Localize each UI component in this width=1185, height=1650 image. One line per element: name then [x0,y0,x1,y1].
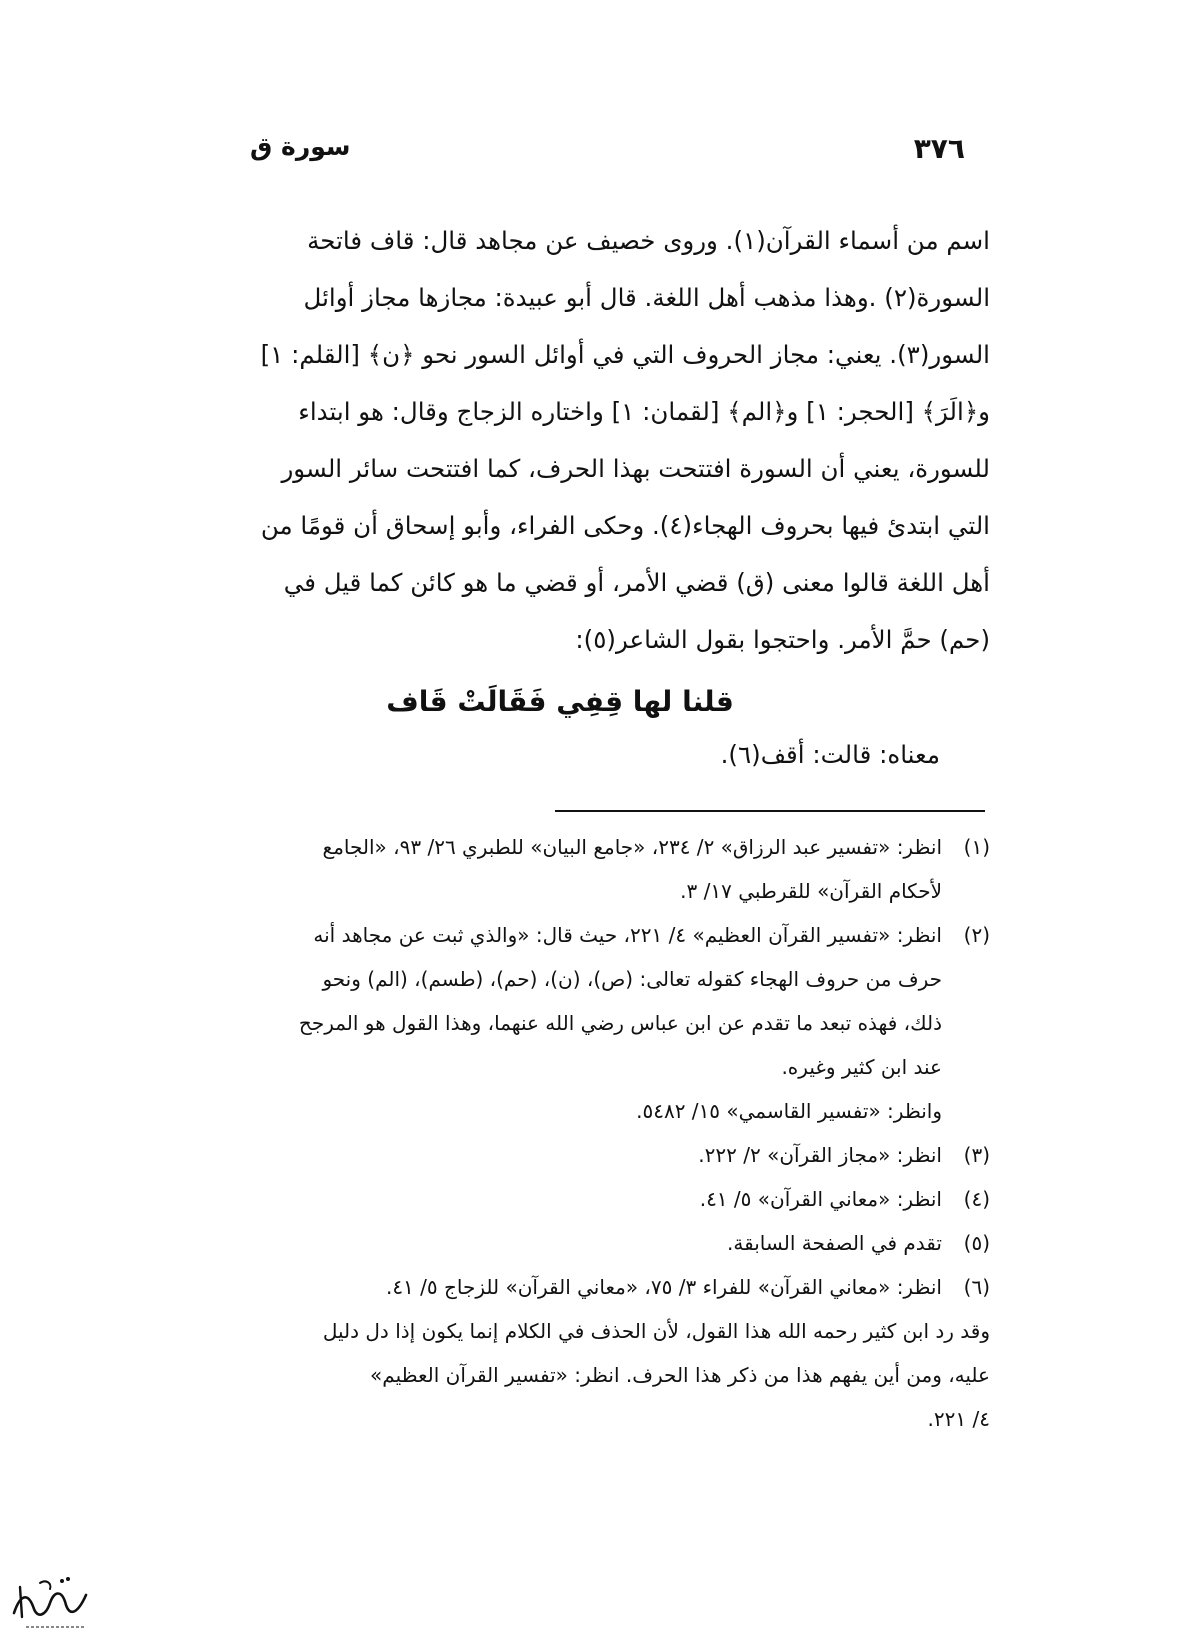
footnote-line: انظر: «معاني القرآن» للفراء ٣/ ٧٥، «معاني القرآن» للزجاج ٥/ ٤١. [385,1275,942,1299]
running-head [250,132,985,172]
text-line: أهل اللغة قالوا معنى (ق) قضي الأمر، أو قضي ما هو كائن كما قيل في [283,568,990,597]
text-line: السورة(٢) .وهذا مذهب أهل اللغة. قال أبو عبيدة: مجازها مجاز أوائل [303,283,990,312]
footnote [140,913,990,1133]
text-line: للسورة، يعني أن السورة افتتحت بهذا الحرف، كما افتتحت سائر السور [281,454,990,483]
footnote-continuation-line: وقد رد ابن كثير رحمه الله هذا القول، لأن الحذف في الكلام إنما يكون إذا دل دليل [322,1319,990,1343]
footnote-line: وانظر: «تفسير القاسمي» ١٥/ ٥٤٨٢. [636,1099,942,1123]
footnote-line: عند ابن كثير وغيره. [781,1055,942,1079]
footnotes-section [140,825,990,1441]
text-line: (حم) حمَّ الأمر. واحتجوا بقول الشاعر(٥): [575,625,990,654]
footnote [140,1133,990,1177]
footnote-line: تقدم في الصفحة السابقة. [727,1231,942,1255]
footnote-number: (٣) [963,1143,990,1167]
footnote-number: (٥) [963,1231,990,1255]
footnote-number: (٦) [963,1275,990,1299]
footnote-number: (١) [963,835,990,859]
footnote-line: لأحكام القرآن» للقرطبي ١٧/ ٣. [680,879,942,903]
footnote-line: انظر: «تفسير عبد الرزاق» ٢/ ٢٣٤، «جامع البيان» للطبري ٢٦/ ٩٣، «الجامع [322,835,942,859]
footnote-separator [555,810,985,812]
footnote-line: انظر: «مجاز القرآن» ٢/ ٢٢٢. [698,1143,942,1167]
footnote [140,1265,990,1309]
footnote [140,825,990,913]
publisher-logo [6,1565,96,1635]
footnote [140,1177,990,1221]
text-line: السور(٣). يعني: مجاز الحروف التي في أوائل السور نحو ﴿ن﴾ [القلم: ١] [260,340,990,369]
poetry-verse: قلنا لها قِفِي فَقَالَتْ قَاف [386,685,734,718]
text-line: التي ابتدئ فيها بحروف الهجاء(٤). وحكى الفراء، وأبو إسحاق أن قومًا من [260,511,990,540]
page-number: ٣٧٦ [913,132,965,165]
main-text-body [140,212,990,668]
footnote-line: انظر: «معاني القرآن» ٥/ ٤١. [699,1187,942,1211]
text-line: اسم من أسماء القرآن(١). وروى خصيف عن مجاهد قال: قاف فاتحة [307,226,990,255]
footnote-line: حرف من حروف الهجاء كقوله تعالى: (ص)، (ن)، (حم)، (طسم)، (الم) ونحو [322,967,942,991]
footnote-line: ذلك، فهذه تبعد ما تقدم عن ابن عباس رضي الله عنهما، وهذا القول هو المرجح [298,1011,942,1035]
footnote-line: انظر: «تفسير القرآن العظيم» ٤/ ٢٢١، حيث قال: «والذي ثبت عن مجاهد أنه [313,923,942,947]
footnote-number: (٢) [963,923,990,947]
footnote-continuation-line: عليه، ومن أين يفهم هذا من ذكر هذا الحرف. انظر: «تفسير القرآن العظيم» [370,1363,990,1387]
verse-meaning: معناه: قالت: أقف(٦). [720,740,940,769]
surah-title: سورة ق [250,132,351,161]
footnote-continuation-line: ٤/ ٢٢١. [927,1407,990,1431]
footnote-number: (٤) [963,1187,990,1211]
text-line: و﴿الَرَ﴾ [الحجر: ١] و﴿الم﴾ [لقمان: ١] واختاره الزجاج وقال: هو ابتداء [298,397,990,426]
footnote [140,1221,990,1265]
